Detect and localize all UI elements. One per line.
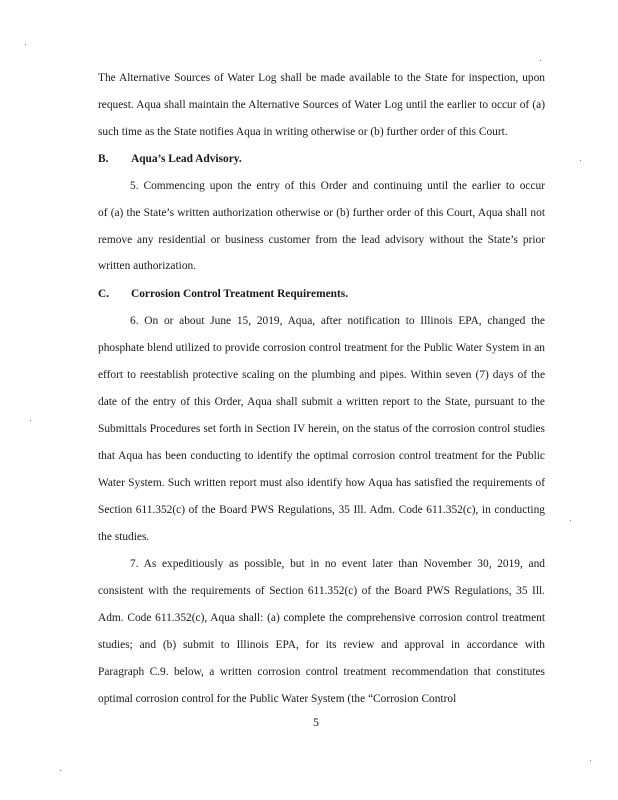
section-title: Aqua’s Lead Advisory.: [131, 153, 242, 165]
scan-speck: [580, 160, 581, 161]
scan-speck: [570, 520, 571, 521]
body-line: studies; and (b) submit to Illinois EPA, for its review and approval in accordance with: [98, 639, 545, 651]
section-heading-b: [98, 152, 545, 166]
body-line: Section 611.352(c) of the Board PWS Regulations, 35 Ill. Adm. Code 611.352(c), in conducting: [98, 504, 545, 516]
body-line: phosphate blend utilized to provide corrosion control treatment for the Public Water System in an: [98, 342, 545, 354]
body-line: optimal corrosion control for the Public Water System (the “Corrosion Control: [98, 693, 457, 705]
section-label: B.: [98, 153, 109, 165]
body-line: such time as the State notifies Aqua in writing otherwise or (b) further order of this Court.: [98, 126, 508, 138]
body-line: consistent with the requirements of Section 611.352(c) of the Board PWS Regulations, 35 Ill.: [98, 585, 545, 597]
paragraph-7-first-line: 7. As expeditiously as possible, but in no event later than November 30, 2019, and: [130, 558, 545, 570]
body-line: Submittals Procedures set forth in Section IV herein, on the status of the corrosion control studies: [98, 423, 545, 435]
paragraph-6-first-line: 6. On or about June 15, 2019, Aqua, after notification to Illinois EPA, changed the: [130, 315, 545, 327]
paragraph-5-first-line: 5. Commencing upon the entry of this Order and continuing until the earlier to occur: [130, 180, 545, 192]
scan-speck: [60, 770, 61, 771]
scan-speck: [30, 420, 31, 421]
body-line: that Aqua has been conducting to identify the optimal corrosion control treatment for the Public: [98, 450, 545, 462]
body-line: Water System. Such written report must also identify how Aqua has satisfied the requirements of: [98, 477, 545, 489]
section-heading-c: [98, 287, 545, 301]
body-line: written authorization.: [98, 260, 197, 272]
section-title: Corrosion Control Treatment Requirements.: [131, 288, 349, 300]
body-line: date of the entry of this Order, Aqua shall submit a written report to the State, pursuant to the: [98, 396, 545, 408]
body-line: remove any residential or business customer from the lead advisory without the State’s prior: [98, 234, 545, 246]
body-line: effort to reestablish protective scaling on the plumbing and pipes. Within seven (7) days of the: [98, 369, 545, 381]
body-line: of (a) the State’s written authorization otherwise or (b) further order of this Court, Aqua shall not: [98, 207, 545, 219]
scan-speck: [540, 60, 541, 61]
body-line: The Alternative Sources of Water Log shall be made available to the State for inspection, upon: [98, 72, 545, 84]
body-line: Adm. Code 611.352(c), Aqua shall: (a) complete the comprehensive corrosion control treatment: [98, 612, 545, 624]
body-line: the studies.: [98, 531, 150, 543]
section-label: C.: [98, 288, 110, 300]
scan-speck: [590, 760, 591, 761]
page-number: 5: [313, 715, 319, 729]
body-line: Paragraph C.9. below, a written corrosion control treatment recommendation that constitutes: [98, 666, 545, 678]
body-line: request. Aqua shall maintain the Alternative Sources of Water Log until the earlier to occur of (a): [98, 99, 545, 111]
scan-speck: [25, 44, 26, 45]
